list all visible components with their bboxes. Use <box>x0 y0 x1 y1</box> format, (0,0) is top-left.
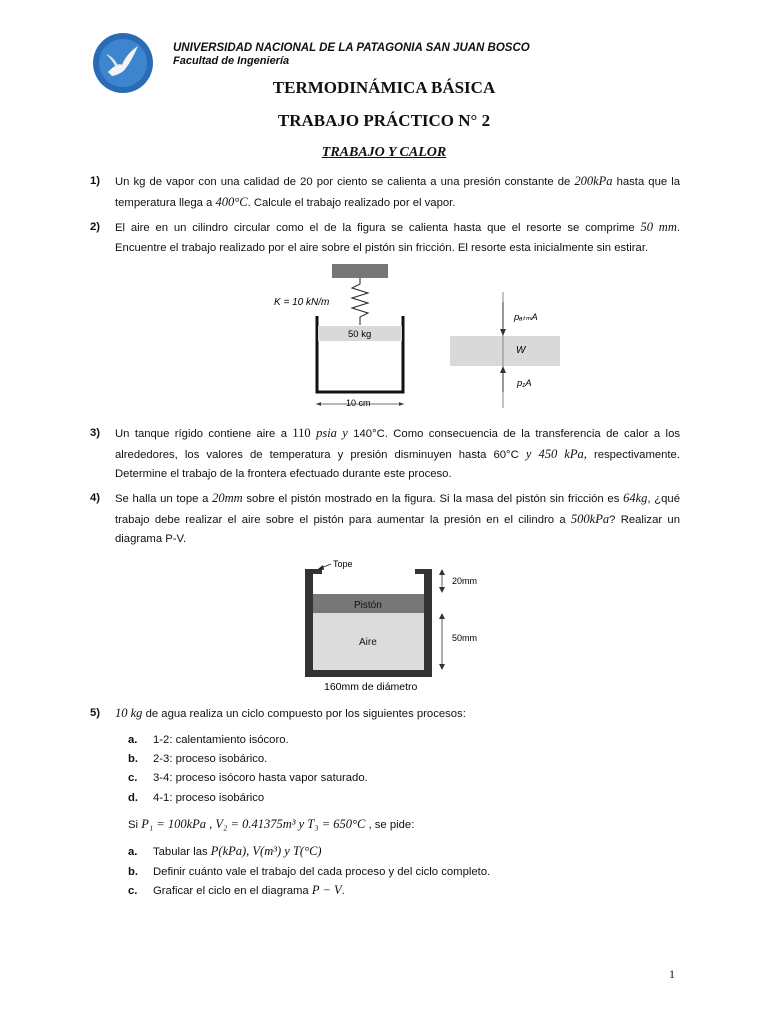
problem-number: 4) <box>90 492 101 504</box>
process-item: c. 3-4: proceso isócoro hasta vapor saturado. <box>128 772 368 784</box>
problem-text: El aire en un cilindro circular como el de la figura se calienta hasta que el resorte se comprime 50 mm. Encuentre el trabajo realizado por el aire sobre el pistón sin fricción. El resorte esta inicialmente sin estirar. <box>115 220 680 254</box>
task-item: a. Tabular las P(kPa), V(m³) y T(°C) <box>128 844 322 858</box>
spring-constant-label: K = 10 kN/m <box>274 297 330 308</box>
process-item: d. 4-1: proceso isobárico <box>128 792 265 804</box>
process-item: b. 2-3: proceso isobárico. <box>128 753 268 765</box>
page-number: 1 <box>669 967 675 981</box>
task-item: b. Definir cuánto vale el trabajo del cada proceso y del ciclo completo. <box>128 866 491 878</box>
problem-text: Un tanque rígido contiene aire a 110 psia y 140°C. Como consecuencia de la transferencia de calor a los alrededores, los valores de temperatura y presión disminuyen hasta 60°C y 450 kPa, respectivamente. Determine el trabajo de la frontera efectuado durante este proceso. <box>115 426 680 480</box>
weight-label: W <box>516 345 526 356</box>
diameter-label: 160mm de diámetro <box>324 681 418 693</box>
problem-number: 2) <box>90 221 101 233</box>
problem-4 <box>90 489 680 550</box>
course-title: TERMODINÁMICA BÁSICA <box>272 78 496 97</box>
problem-number: 5) <box>90 707 101 719</box>
problem-5 <box>90 704 680 725</box>
stop-gap-label: 20mm <box>452 576 478 586</box>
problem-number: 1) <box>90 175 101 187</box>
problem-text: Se halla un tope a 20mm sobre el pistón mostrado en la figura. Si la masa del pistón sin fricción es 64kg, ¿qué trabajo debe realizar el aire sobre el pistón para aumentar la presión en el cilindro a 500kPa? Realizar un diagrama P-V. <box>115 491 680 545</box>
given-values: Si P₁ = 100kPa , V₂ = 0.41375m³ y T₃ = 650°C , se pide: <box>128 817 415 831</box>
problem-2 <box>90 218 680 258</box>
piston-mass-label: 50 kg <box>348 329 372 340</box>
piston-label: Pistón <box>354 600 382 611</box>
university-name: UNIVERSIDAD NACIONAL DE LA PATAGONIA SAN JUAN BOSCO <box>173 42 530 54</box>
problem-1 <box>90 172 680 213</box>
spring-piston-figure <box>260 262 570 414</box>
faculty-name: Facultad de Ingeniería <box>173 55 290 67</box>
piston-stop-figure <box>300 557 490 697</box>
task-item: c. Graficar el ciclo en el diagrama P − V. <box>128 883 345 897</box>
problem-number: 3) <box>90 427 101 439</box>
section-title: TRABAJO Y CALOR <box>321 145 447 160</box>
atm-force-label: pₐₜₘA <box>514 312 538 323</box>
problem-text: 10 kg de agua realiza un ciclo compuesto por los siguientes procesos: <box>115 706 466 720</box>
gas-force-label: p₁A <box>517 378 532 389</box>
problem-3 <box>90 424 680 485</box>
air-height-label: 50mm <box>452 633 478 643</box>
assignment-title: TRABAJO PRÁCTICO N° 2 <box>277 111 491 130</box>
problem-text: Un kg de vapor con una calidad de 20 por ciento se calienta a una presión constante de 200kPa hasta que la temperatura llega a 400°C. Calcule el trabajo realizado por el vapor. <box>115 174 680 209</box>
process-item: a. 1-2: calentamiento isócoro. <box>128 734 289 746</box>
stop-label: Tope <box>333 559 353 569</box>
cylinder-width-label: 10 cm <box>346 398 371 408</box>
air-label: Aire <box>359 637 377 648</box>
